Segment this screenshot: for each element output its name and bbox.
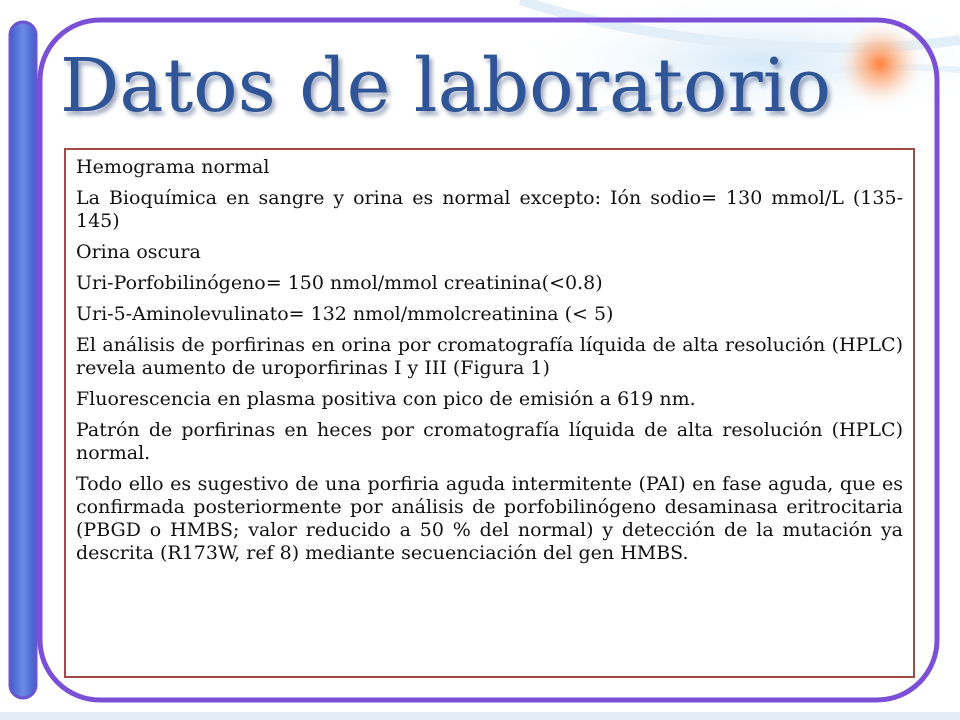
bottom-strip [0, 712, 960, 720]
content-box [64, 148, 915, 678]
paragraph-conclusion: Todo ello es sugestivo de una porfiria aguda intermitente (PAI) en fase aguda, que es confirmada posteriormente por análisis de porfobilinógeno desaminasa eritrocitaria (PBGD o HMBS; valor reducido a 50 % del normal) y detección de la mutación ya descrita (R173W, ref 8) mediante secuenciación del gen HMBS. [76, 473, 903, 564]
paragraph-hemograma: Hemograma normal [76, 156, 270, 178]
paragraph-fluorescencia: Fluorescencia en plasma positiva con pico de emisión a 619 nm. [76, 388, 696, 410]
paragraph-orina: Orina oscura [76, 241, 201, 263]
paragraph-porfirinas-heces: Patrón de porfirinas en heces por cromatografía líquida de alta resolución (HPLC) normal. [76, 419, 903, 464]
left-accent-bar [10, 22, 36, 698]
paragraph-porfirinas-orina: El análisis de porfirinas en orina por cromatografía líquida de alta resolución (HPLC) revela aumento de uroporfirinas I y III (Figura 1) [76, 334, 903, 379]
paragraph-bioquimica: La Bioquímica en sangre y orina es normal excepto: Ión sodio= 130 mmol/L (135-145) [76, 187, 903, 232]
paragraph-porfobilinogeno: Uri-Porfobilinógeno= 150 nmol/mmol creatinina(<0.8) [76, 272, 603, 294]
slide-title: Datos de laboratorio [60, 43, 832, 129]
paragraph-aminolevulinato: Uri-5-Aminolevulinato= 132 nmol/mmolcreatinina (< 5) [76, 303, 614, 325]
